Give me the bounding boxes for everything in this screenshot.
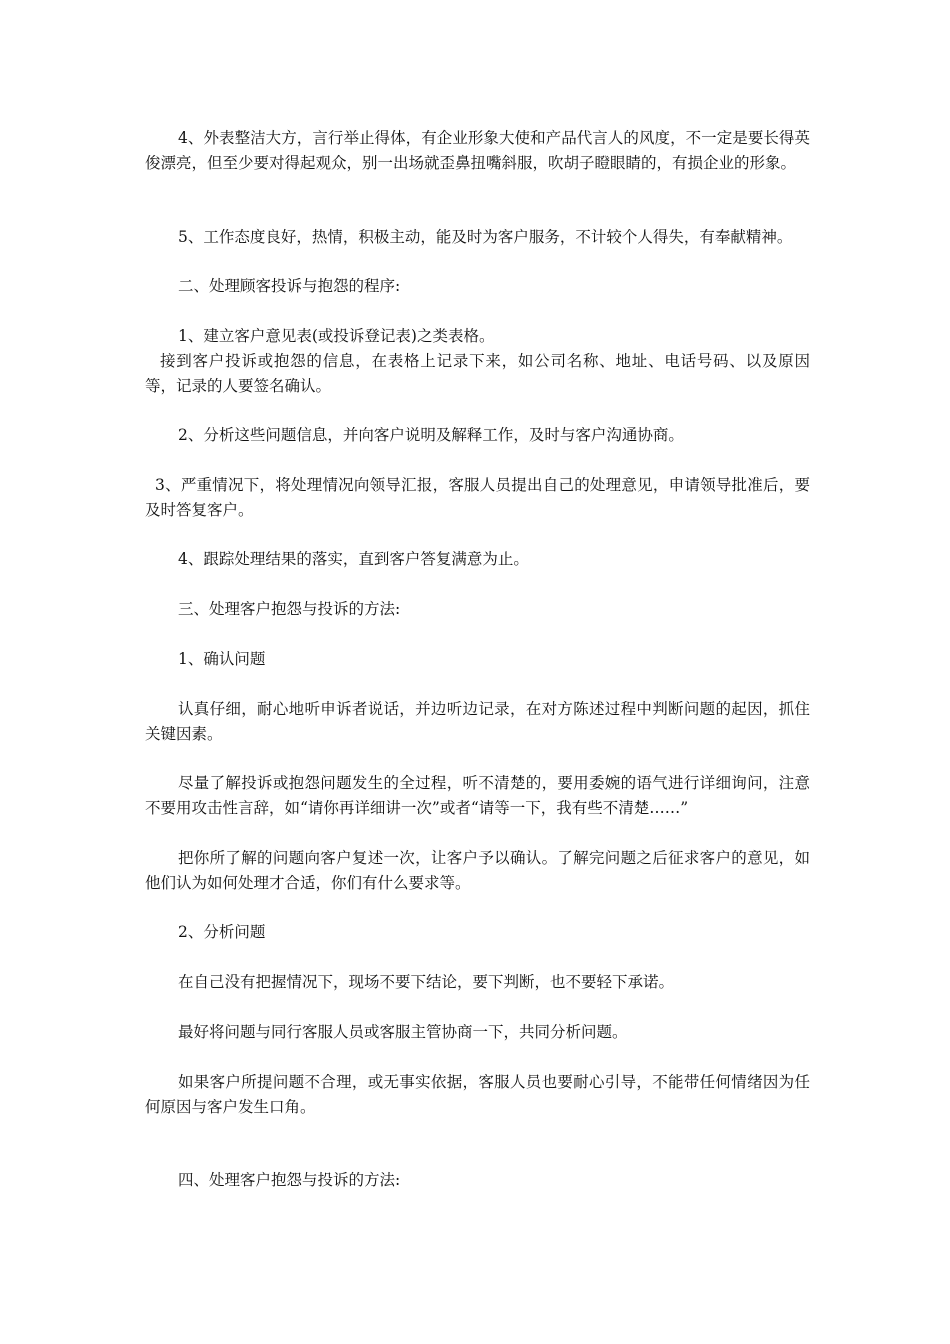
paragraph-record-info: 接到客户投诉或抱怨的信息，在表格上记录下来，如公司名称、地址、电话号码、以及原因等，记录的人要签名确认。 — [145, 352, 810, 395]
paragraph-understand-process: 尽量了解投诉或抱怨问题发生的全过程，听不清楚的，要用委婉的语气进行详细询问，注意不要用攻击性言辞，如“请你再详细讲一次”或者“请等一下，我有些不清楚……” — [145, 774, 810, 817]
paragraph-consult-colleagues: 最好将问题与同行客服人员或客服主管协商一下，共同分析问题。 — [178, 1023, 628, 1041]
paragraph-step-2: 2、分析这些问题信息，并向客户说明及解释工作，及时与客户沟通协商。 — [178, 426, 684, 444]
subheading-confirm-problem: 1、确认问题 — [178, 650, 266, 668]
paragraph-restate-problem: 把你所了解的问题向客户复述一次，让客户予以确认。了解完问题之后征求客户的意见，如他们认为如何处理才合适，你们有什么要求等。 — [145, 849, 810, 892]
paragraph-step-3: 3、严重情况下，将处理情况向领导汇报，客服人员提出自己的处理意见，申请领导批准后，要及时答复客户。 — [145, 476, 810, 519]
paragraph-step-1: 1、建立客户意见表(或投诉登记表)之类表格。 — [178, 327, 495, 345]
paragraph-attitude: 5、工作态度良好，热情，积极主动，能及时为客户服务，不计较个人得失，有奉献精神。 — [178, 228, 793, 246]
paragraph-step-4: 4、跟踪处理结果的落实，直到客户答复满意为止。 — [178, 550, 529, 568]
subheading-analyze-problem: 2、分析问题 — [178, 923, 266, 941]
heading-handling-method: 三、处理客户抱怨与投诉的方法: — [178, 600, 401, 618]
heading-handling-method-4: 四、处理客户抱怨与投诉的方法: — [178, 1171, 401, 1189]
heading-complaint-procedure: 二、处理顾客投诉与抱怨的程序: — [178, 277, 401, 295]
paragraph-appearance: 4、外表整洁大方，言行举止得体，有企业形象大使和产品代言人的风度，不一定是要长得英俊漂亮，但至少要对得起观众，别一出场就歪鼻扭嘴斜服，吹胡子瞪眼睛的，有损企业的形象。 — [145, 129, 810, 172]
paragraph-no-conclusion: 在自己没有把握情况下，现场不要下结论，要下判断，也不要轻下承诺。 — [178, 973, 675, 991]
paragraph-listen-carefully: 认真仔细，耐心地听申诉者说话，并边听边记录，在对方陈述过程中判断问题的起因，抓住关键因素。 — [145, 700, 810, 743]
paragraph-patient-guidance: 如果客户所提问题不合理，或无事实依据，客服人员也要耐心引导，不能带任何情绪因为任何原因与客户发生口角。 — [145, 1073, 810, 1116]
